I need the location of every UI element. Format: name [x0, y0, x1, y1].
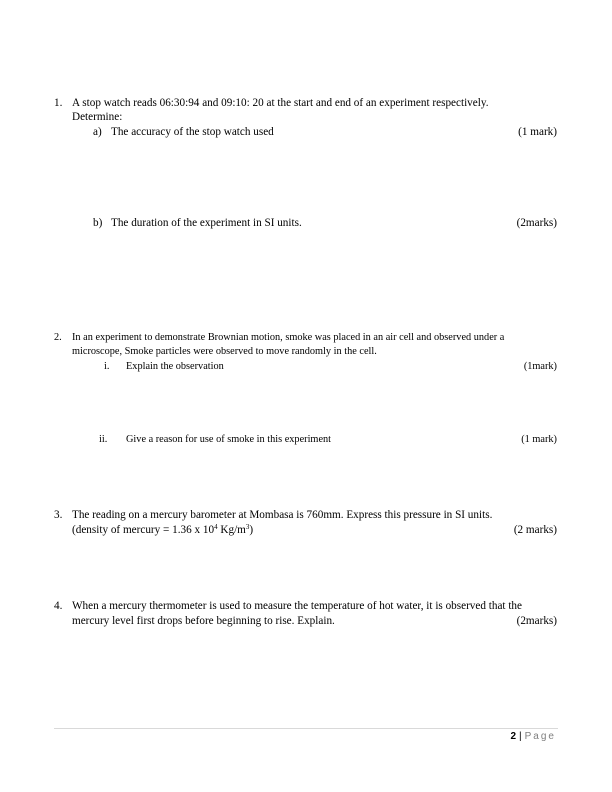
- part-marks: (2marks): [516, 217, 557, 229]
- page-word: Page: [524, 731, 556, 742]
- question-marks: (2marks): [516, 615, 557, 627]
- question-marks: (2 marks): [513, 524, 557, 536]
- question-text: When a mercury thermometer is used to measure the temperature of hot water, it is observed that the: [72, 600, 522, 612]
- part-text: The accuracy of the stop watch used: [111, 126, 274, 138]
- part-marks: (1 mark): [518, 126, 557, 138]
- question-text: A stop watch reads 06:30:94 and 09:10: 20 at the start and end of an experiment respectively.: [72, 97, 489, 109]
- part-label: b): [93, 217, 103, 229]
- question-number: 4.: [54, 600, 63, 612]
- page-number: 2: [510, 731, 517, 742]
- density-suffix: ): [249, 524, 254, 536]
- part-marks: (1 mark): [521, 434, 557, 445]
- part-marks: (1mark): [523, 361, 557, 372]
- density-unit-exponent: 3: [245, 523, 250, 531]
- question-number: 3.: [54, 509, 63, 521]
- density-note: [72, 523, 253, 537]
- density-exponent: 4: [214, 523, 218, 531]
- footer-divider: [54, 728, 558, 729]
- footer-separator: |: [519, 731, 522, 742]
- density-unit: Kg/m: [217, 524, 246, 536]
- part-text: Give a reason for use of smoke in this experiment: [126, 434, 332, 445]
- question-text: The reading on a mercury barometer at Mombasa is 760mm. Express this pressure in SI units.: [72, 509, 493, 521]
- part-label: i.: [104, 361, 110, 372]
- question-number: 1.: [54, 97, 63, 109]
- part-text: The duration of the experiment in SI units.: [111, 217, 302, 229]
- part-label: a): [93, 126, 102, 138]
- part-label: ii.: [99, 434, 108, 445]
- density-prefix: (density of mercury = 1.36 x 10: [72, 524, 215, 536]
- part-text: Explain the observation: [126, 361, 224, 372]
- page-footer: [510, 731, 556, 743]
- question-text: mercury level first drops before beginning to rise. Explain.: [72, 615, 335, 627]
- question-number: 2.: [54, 332, 62, 343]
- question-text: microscope, Smoke particles were observed to move randomly in the cell.: [72, 346, 377, 357]
- question-text: In an experiment to demonstrate Brownian motion, smoke was placed in an air cell and observed under a: [72, 332, 505, 343]
- question-lead: Determine:: [72, 111, 123, 123]
